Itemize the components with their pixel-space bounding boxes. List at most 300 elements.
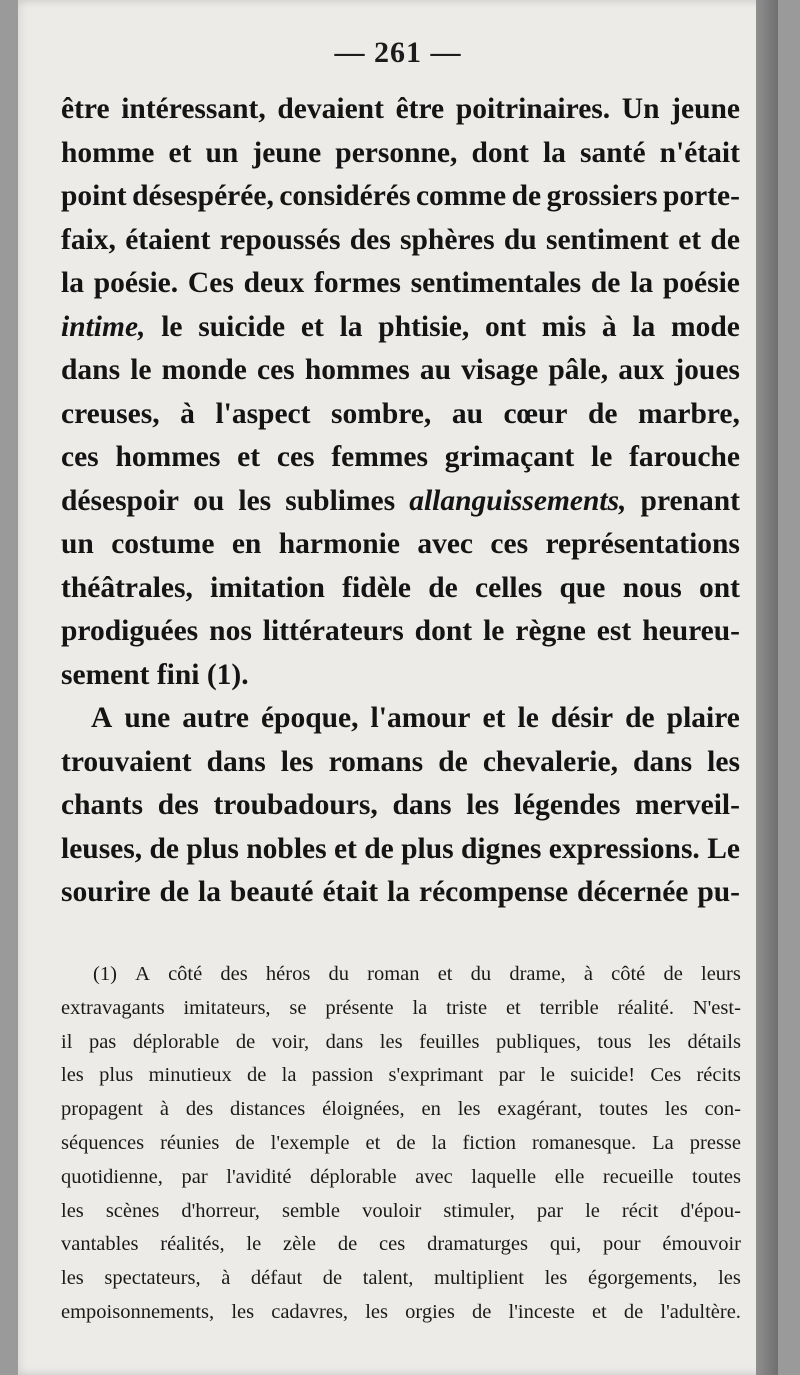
body-line	[61, 132, 740, 176]
body-word: la	[630, 267, 654, 299]
body-line	[61, 828, 740, 872]
body-word: repoussés	[219, 223, 341, 256]
footnote-word: les	[231, 1300, 255, 1323]
footnote-word: exagérant,	[497, 1098, 583, 1121]
body-word: de	[159, 876, 190, 908]
footnote-word: A	[135, 963, 150, 985]
body-line	[61, 262, 740, 306]
footnote-word: par	[498, 1064, 525, 1087]
body-word: ont	[485, 310, 527, 343]
body-word: romans	[328, 745, 424, 778]
footnote-word: distances	[230, 1098, 306, 1121]
body-word: désir	[550, 702, 614, 734]
body-word: les	[280, 745, 314, 778]
footnote-word: les	[457, 1098, 481, 1121]
body-word: sublimes	[285, 484, 396, 517]
body-word: poésie	[662, 267, 740, 299]
footnote-word: laquelle	[471, 1165, 537, 1188]
footnote-word: (1)	[93, 963, 117, 985]
footnote-word: multiplient	[434, 1267, 524, 1290]
body-line	[61, 88, 740, 132]
footnote-word: cadavres,	[271, 1300, 349, 1323]
footnote-word: de	[322, 1267, 343, 1290]
footnote-word: romanesque.	[531, 1131, 637, 1154]
body-word: le	[591, 441, 613, 473]
footnote-word: passion	[311, 1064, 374, 1087]
body-word: décernée	[577, 876, 689, 908]
footnote-word: suicide!	[570, 1064, 636, 1087]
footnote-word: elle	[554, 1165, 585, 1188]
body-word: aux	[618, 354, 665, 386]
footnote-word: stimuler,	[443, 1199, 515, 1222]
body-word: récompense	[418, 876, 569, 908]
body-word: que	[559, 571, 606, 604]
body-line	[61, 436, 740, 480]
body-line	[61, 784, 740, 828]
body-word: costume	[111, 528, 215, 560]
body-word: beauté	[229, 876, 314, 908]
footnote-word: réalités,	[160, 1233, 225, 1256]
footnote-word: héros	[265, 963, 311, 985]
footnote-word: l'inceste	[508, 1300, 575, 1323]
body-word: la	[339, 310, 363, 343]
footnote-word: les	[648, 1030, 671, 1053]
footnote-word: zèle	[283, 1233, 317, 1256]
footnote-word: des	[185, 1098, 214, 1121]
footnote-word: qui,	[549, 1233, 582, 1256]
footnote-word: à	[159, 1098, 169, 1121]
footnote-word: la	[412, 996, 428, 1019]
body-word: représentations	[545, 528, 740, 560]
body-word: Le	[707, 832, 740, 865]
footnote-word: côté	[611, 963, 646, 985]
footnote-word: du	[328, 963, 349, 985]
body-word: à	[601, 310, 617, 343]
footnote-word: égorgements,	[587, 1267, 698, 1290]
footnote-word: la	[281, 1064, 297, 1087]
body-word: leuses,	[61, 832, 143, 865]
body-word: autre	[182, 702, 249, 734]
body-word: phtisie,	[378, 310, 470, 343]
body-word: de	[364, 832, 394, 865]
footnote-word: minutieux	[148, 1064, 232, 1087]
body-word: une	[124, 702, 171, 734]
body-word: plus	[401, 832, 454, 865]
footnote-word: réalité.	[617, 996, 674, 1019]
body-word: le	[161, 310, 183, 343]
footnote-word: dans	[325, 1030, 364, 1053]
body-word: ces	[490, 528, 529, 560]
body-word: dans	[206, 745, 266, 778]
footnote-word: talent,	[362, 1267, 414, 1290]
footnote-word: de	[235, 1030, 256, 1053]
body-word: poitrinaires.	[455, 93, 611, 125]
body-word: sement fini (1).	[61, 658, 249, 691]
body-line	[61, 219, 740, 263]
body-word: des	[157, 789, 199, 821]
footnote-word: et	[365, 1131, 381, 1154]
footnote-word: pour	[603, 1233, 641, 1256]
footnote-word: imitateurs,	[183, 996, 271, 1019]
body-line	[61, 567, 740, 611]
footnote-word: semble	[281, 1199, 341, 1222]
body-word: un	[61, 528, 94, 560]
body-word: de	[588, 397, 618, 430]
body-word: nos	[209, 615, 252, 647]
footnote-word: Ces	[650, 1064, 682, 1087]
footnote-word: terrible	[539, 996, 599, 1019]
body-word: la	[198, 876, 221, 908]
footnote-word: séquences	[61, 1131, 145, 1154]
body-word: chants	[61, 789, 143, 821]
body-word: hommes	[304, 354, 410, 386]
footnote-word: de	[472, 1300, 492, 1323]
footnote-line	[61, 1127, 741, 1161]
body-word: allanguissements,	[409, 484, 627, 517]
body-word: de	[438, 745, 468, 778]
body-word: en	[231, 528, 262, 560]
footnote-word: du	[470, 963, 492, 985]
body-word: et	[678, 223, 702, 256]
body-word: ou	[193, 484, 225, 517]
footnote-word: empoisonnements,	[61, 1300, 215, 1323]
footnote-word: ces	[379, 1233, 406, 1256]
body-word: le	[130, 354, 152, 386]
footnote-word: scènes	[105, 1199, 160, 1222]
footnote-word: le	[246, 1233, 262, 1256]
body-word: porte-	[662, 180, 740, 212]
body-word: merveil-	[635, 789, 740, 821]
footnote-word: propagent	[61, 1098, 143, 1121]
body-word: désespoir	[61, 484, 179, 517]
footnote-word: de	[663, 963, 683, 985]
body-word: les	[466, 789, 500, 821]
footnote-word: récits	[696, 1064, 741, 1087]
body-word: homme	[61, 136, 155, 169]
footnote-word: le	[540, 1064, 555, 1087]
footnote-word: et	[505, 996, 521, 1019]
body-word: sentimentales	[410, 267, 582, 299]
footnote-word: roman	[367, 963, 420, 985]
footnote-word: dramaturges	[427, 1233, 529, 1256]
body-word: de	[710, 223, 740, 256]
footnote-word: pas	[88, 1030, 117, 1053]
footnote-word: de	[235, 1131, 255, 1154]
body-word: cœur	[503, 397, 568, 430]
body-word: la	[632, 310, 656, 343]
body-word: sombre,	[331, 397, 432, 430]
body-line	[61, 175, 740, 219]
body-line	[61, 349, 740, 393]
body-word: joues	[674, 354, 740, 386]
body-word: des	[349, 223, 391, 256]
footnote-word: à	[583, 963, 593, 985]
body-word: hommes	[115, 441, 221, 473]
body-word: intime,	[61, 310, 146, 343]
body-line	[61, 697, 740, 741]
footnote-line	[61, 1026, 741, 1060]
body-word: au	[419, 354, 452, 386]
footnote-word: présente	[325, 996, 394, 1019]
body-word: troubadours,	[213, 789, 378, 821]
body-word: du	[503, 223, 537, 256]
footnote-word: les	[664, 1098, 688, 1121]
footnote-word: détails	[687, 1030, 741, 1053]
body-word: poésie.	[93, 267, 179, 299]
body-word: la	[387, 876, 411, 908]
footnote-line	[61, 1296, 741, 1330]
footnote	[61, 958, 741, 1330]
footnote-word: les	[365, 1300, 388, 1323]
footnote-word: s'exprimant	[388, 1064, 484, 1087]
footnote-word: quotidienne,	[61, 1165, 163, 1188]
footnote-line	[61, 1228, 741, 1262]
body-word: sphères	[400, 223, 495, 256]
footnote-word: d'épou-	[680, 1199, 741, 1222]
footnote-line	[61, 1093, 741, 1127]
footnote-word: et	[591, 1300, 607, 1323]
body-word: les	[707, 745, 740, 778]
body-line	[61, 523, 740, 567]
footnote-word: drame,	[509, 963, 566, 985]
body-word: heureu-	[642, 615, 740, 647]
body-word: imitation	[210, 571, 325, 604]
body-word: légendes	[513, 789, 621, 821]
footnote-word: de	[396, 1131, 416, 1154]
body-word: règne	[515, 615, 586, 647]
body-word: mode	[671, 310, 740, 343]
footnote-word: côté	[168, 963, 203, 985]
footnote-word: toutes	[692, 1165, 741, 1188]
footnote-word: vouloir	[362, 1199, 422, 1222]
body-word: dans	[392, 789, 452, 821]
footnote-word: se	[289, 996, 307, 1019]
footnote-line	[61, 1059, 741, 1093]
body-word: littérateurs	[262, 615, 404, 647]
footnote-word: triste	[446, 996, 488, 1019]
body-word: de	[590, 267, 621, 299]
footnote-word: recueille	[602, 1165, 674, 1188]
footnote-word: feuilles	[419, 1030, 480, 1053]
footnote-word: l'adultère.	[660, 1300, 741, 1323]
body-word: A	[91, 702, 113, 734]
body-line	[61, 393, 740, 437]
body-word: considérés	[279, 180, 411, 212]
body-word: était	[322, 876, 379, 908]
body-word: époque,	[260, 702, 359, 734]
body-word: au	[451, 397, 483, 430]
body-word: faix,	[61, 223, 116, 256]
body-word: nobles	[246, 832, 327, 865]
body-word: les	[238, 484, 272, 517]
body-word: plaire	[666, 702, 740, 734]
body-word: jeune	[252, 136, 322, 169]
footnote-word: déplorable	[310, 1165, 397, 1188]
body-word: fidèle	[342, 571, 411, 604]
body-line	[61, 306, 740, 350]
body-word: femmes	[331, 441, 428, 473]
body-word: et	[300, 310, 324, 343]
footnote-line	[61, 958, 741, 992]
body-word: harmonie	[278, 528, 400, 560]
body-line	[61, 741, 740, 785]
body-word: santé	[579, 136, 646, 169]
body-word: dignes	[461, 832, 542, 865]
body-word: Un	[621, 93, 660, 125]
footnote-word: la	[431, 1131, 447, 1154]
body-word: deux	[243, 267, 305, 299]
body-word: chevalerie,	[482, 745, 618, 778]
footnote-word: les	[544, 1267, 568, 1290]
footnote-word: La	[652, 1131, 674, 1154]
body-word: visage	[461, 354, 539, 386]
body-word: dont	[414, 615, 473, 647]
footnote-word: les	[61, 1199, 84, 1222]
body-word: de	[625, 702, 655, 734]
body-word: et	[333, 832, 357, 865]
footnote-word: de	[623, 1300, 644, 1323]
body-word: ont	[699, 571, 740, 604]
body-word: être	[61, 93, 110, 125]
body-word: avec	[417, 528, 474, 560]
body-word: trouvaient	[61, 745, 192, 778]
body-word: suicide	[198, 310, 286, 343]
body-word: le	[483, 615, 505, 647]
footnote-word: les	[61, 1064, 84, 1087]
footnote-word: orgies	[405, 1300, 455, 1323]
body-word: pâle,	[548, 354, 609, 386]
body-word: de	[511, 180, 542, 212]
footnote-word: avec	[415, 1165, 453, 1188]
body-line	[61, 871, 740, 915]
body-word: et	[482, 702, 506, 734]
footnote-word: réunies	[160, 1131, 220, 1154]
body-line	[61, 654, 740, 698]
body-word: l'amour	[370, 702, 471, 734]
body-line	[61, 610, 740, 654]
footnote-word: N'est-	[692, 996, 741, 1019]
footnote-word: émouvoir	[662, 1233, 741, 1256]
body-word: nous	[622, 571, 682, 604]
body-line	[61, 480, 740, 524]
body-word: marbre,	[638, 397, 740, 430]
footnote-word: leurs	[701, 963, 741, 985]
footnote-word: défaut	[250, 1267, 303, 1290]
body-word: est	[596, 615, 632, 647]
body-word: un	[205, 136, 239, 169]
body-word: plus	[186, 832, 239, 865]
body-word: étaient	[125, 223, 211, 256]
body-word: être	[395, 93, 445, 125]
body-word: dont	[471, 136, 529, 169]
body-word: point	[61, 180, 127, 212]
body-word: n'était	[659, 136, 740, 169]
body-word: mis	[541, 310, 587, 343]
body-word: sourire	[61, 876, 151, 908]
footnote-word: les	[379, 1030, 403, 1053]
body-word: de	[149, 832, 179, 865]
footnote-word: à	[221, 1267, 231, 1290]
footnote-word: de	[247, 1064, 267, 1087]
body-word: pu-	[697, 876, 740, 908]
body-word: ces	[61, 441, 99, 473]
body-word: formes	[314, 267, 401, 299]
footnote-word: con-	[704, 1098, 741, 1121]
footnote-word: tous	[597, 1030, 632, 1053]
body-word: personne,	[335, 136, 458, 169]
body-word: désespérée,	[132, 180, 274, 212]
footnote-line	[61, 1161, 741, 1195]
footnote-word: par	[536, 1199, 564, 1222]
body-word: de	[428, 571, 458, 604]
footnote-word: des	[220, 963, 248, 985]
body-word: prenant	[640, 484, 740, 517]
body-word: ces	[257, 354, 295, 386]
body-word: comme	[415, 180, 507, 212]
footnote-word: et	[437, 963, 453, 985]
footnote-word: toutes	[599, 1098, 649, 1121]
footnote-word: plus	[99, 1064, 134, 1087]
footnote-line	[61, 992, 741, 1026]
body-word: celles	[475, 571, 543, 604]
footnote-word: voir,	[271, 1030, 310, 1053]
body-word: grossiers	[546, 180, 658, 212]
body-word: et	[168, 136, 192, 169]
body-word: prodiguées	[61, 615, 199, 647]
body-word: à	[180, 397, 195, 430]
body-word: sentiment	[545, 223, 669, 256]
body-word: la	[61, 267, 84, 299]
body-word: et	[237, 441, 261, 473]
body-word: jeune	[671, 93, 740, 125]
body-word: la	[542, 136, 566, 169]
body-word: intéressant,	[121, 93, 266, 125]
footnote-word: publiques,	[496, 1030, 581, 1053]
body-word: farouche	[629, 441, 740, 473]
body-word: dans	[633, 745, 693, 778]
footnote-line	[61, 1195, 741, 1229]
footnote-word: spectateurs,	[104, 1267, 201, 1290]
body-word: monde	[161, 354, 247, 386]
footnote-word: il	[61, 1030, 73, 1053]
body-word: dans	[61, 354, 121, 386]
page-number: — 261 —	[334, 36, 462, 69]
footnote-word: en	[421, 1098, 441, 1121]
footnote-word: éloignées,	[322, 1098, 405, 1121]
body-word: l'aspect	[215, 397, 311, 430]
footnote-word: vantables	[61, 1233, 139, 1256]
main-text	[61, 88, 740, 915]
body-word: creuses,	[61, 397, 160, 430]
footnote-word: extravagants	[61, 996, 165, 1019]
book-page	[18, 0, 778, 1375]
footnote-word: d'horreur,	[181, 1199, 260, 1222]
body-word: expressions.	[548, 832, 700, 865]
body-word: théâtrales,	[61, 571, 193, 604]
body-word: le	[517, 702, 539, 734]
footnote-word: récit	[621, 1199, 659, 1222]
footnote-word: les	[61, 1267, 84, 1290]
footnote-word: les	[718, 1267, 741, 1290]
page-edge-shadow	[756, 0, 778, 1375]
footnote-word: le	[585, 1199, 600, 1222]
footnote-word: l'exemple	[270, 1131, 350, 1154]
body-word: grimaçant	[444, 441, 575, 473]
footnote-word: l'avidité	[226, 1165, 292, 1188]
body-word: ces	[276, 441, 315, 473]
body-word: Ces	[187, 267, 234, 299]
footnote-line	[61, 1262, 741, 1296]
